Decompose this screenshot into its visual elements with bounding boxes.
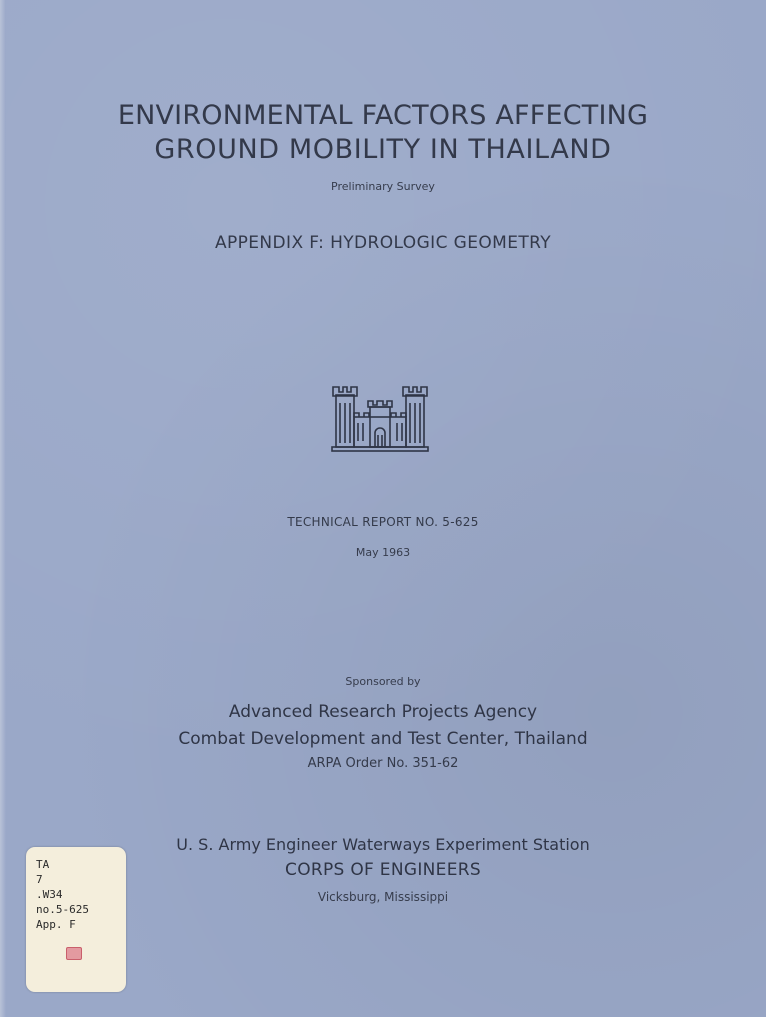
sponsor-agency: Advanced Research Projects Agency [228,702,538,722]
city: Vicksburg, Mississippi [317,890,449,904]
report-date: May 1963 [355,546,411,559]
call-number-line: TA [36,858,50,871]
corps-of-engineers: CORPS OF ENGINEERS [285,860,481,880]
library-call-number-label [26,847,126,992]
call-number-line: App. F [36,918,76,931]
arpa-order: ARPA Order No. 351-62 [307,756,459,771]
title-line-2: GROUND MOBILITY IN THAILAND [154,134,612,165]
title-line-1: ENVIRONMENTAL FACTORS AFFECTING [117,100,649,131]
call-number-line: .W34 [36,888,63,901]
experiment-station: U. S. Army Engineer Waterways Experiment Station [176,835,590,854]
library-stamp [66,947,82,960]
call-number-line: 7 [36,873,43,886]
report-number: TECHNICAL REPORT NO. 5-625 [287,515,479,529]
appendix-title: APPENDIX F: HYDROLOGIC GEOMETRY [214,233,552,253]
subtitle: Preliminary Survey [331,180,435,193]
call-number [36,857,89,932]
castle-emblem-icon [330,383,430,453]
sponsored-by: Sponsored by [345,675,421,688]
sponsor-center: Combat Development and Test Center, Thailand [178,729,588,749]
call-number-line: no.5-625 [36,903,89,916]
